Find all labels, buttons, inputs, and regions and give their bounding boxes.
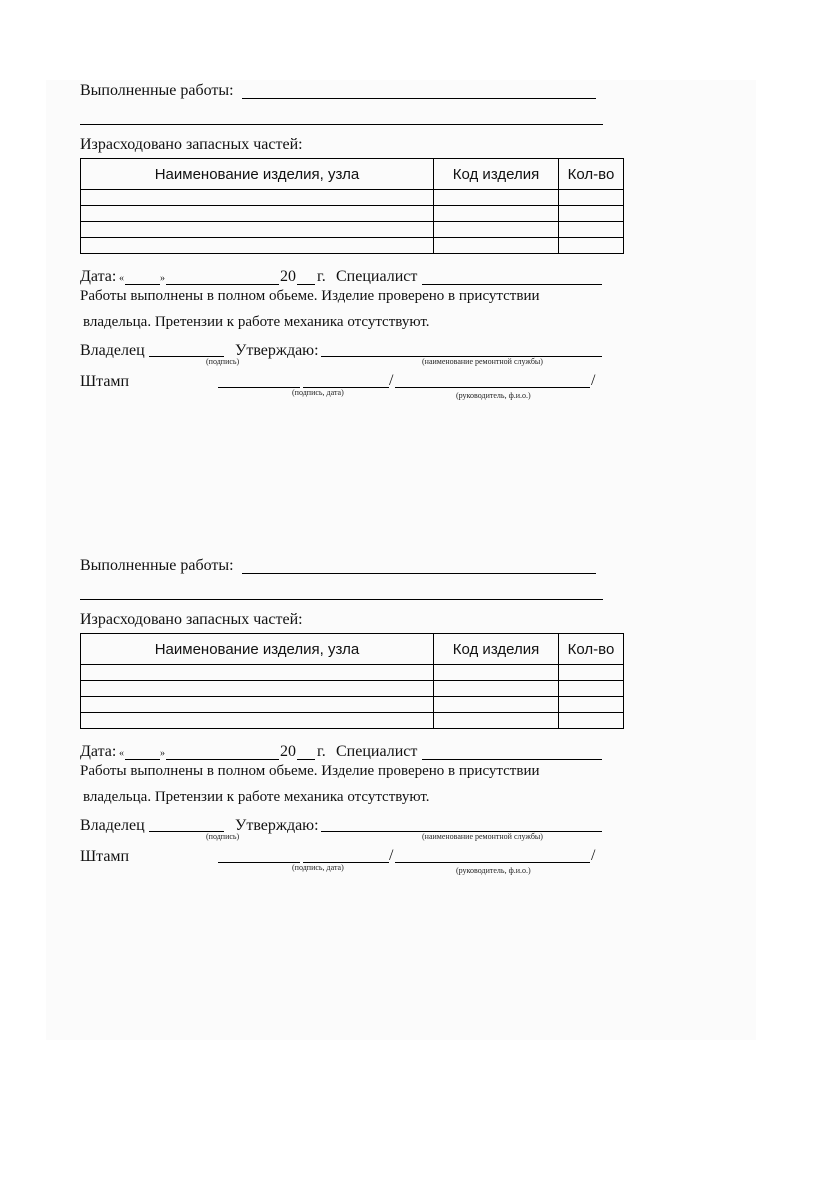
table-row (81, 713, 624, 729)
table-cell[interactable] (559, 190, 624, 206)
statement-line-1: Работы выполнены в полном обьеме. Изделие проверено в присутствии (80, 763, 540, 779)
slash-separator: / (389, 847, 394, 864)
specialist-label: Специалист (336, 268, 418, 285)
table-cell[interactable] (81, 713, 434, 729)
works-input-line-2[interactable] (80, 124, 603, 125)
date-day-line[interactable] (125, 284, 160, 285)
column-header-item-code: Код изделия (434, 159, 559, 190)
sign-date-hint: (подпись, дата) (292, 863, 344, 872)
owner-signature-hint: (подпись) (206, 357, 240, 366)
table-row (81, 238, 624, 254)
stamp-signature-line[interactable] (218, 862, 300, 863)
table-cell[interactable] (81, 681, 434, 697)
stamp-label: Штамп (80, 373, 130, 390)
date-month-line[interactable] (166, 759, 279, 760)
slash-separator: / (389, 372, 394, 389)
specialist-line[interactable] (422, 284, 602, 285)
statement-line-2: владельца. Претензии к работе механика отсутствуют. (83, 314, 430, 330)
parts-table (80, 633, 624, 729)
column-header-item-code: Код изделия (434, 634, 559, 665)
slash-separator: / (591, 847, 596, 864)
table-cell[interactable] (81, 190, 434, 206)
table-cell[interactable] (434, 665, 559, 681)
date-month-line[interactable] (166, 284, 279, 285)
works-input-line-1[interactable] (242, 98, 596, 99)
head-name-hint: (руководитель, ф.и.о.) (456, 866, 531, 875)
stamp-label: Штамп (80, 848, 130, 865)
year-prefix: 20 (280, 743, 296, 760)
works-label: Выполненные работы: (80, 82, 234, 99)
table-cell[interactable] (559, 713, 624, 729)
table-cell[interactable] (81, 665, 434, 681)
table-cell[interactable] (559, 238, 624, 254)
table-cell[interactable] (81, 238, 434, 254)
date-close-quote: » (160, 273, 165, 284)
works-label: Выполненные работы: (80, 557, 234, 574)
table-cell[interactable] (81, 206, 434, 222)
date-day-line[interactable] (125, 759, 160, 760)
table-cell[interactable] (434, 681, 559, 697)
table-row (81, 681, 624, 697)
year-suffix: г. (317, 268, 326, 285)
work-report-form (80, 0, 640, 400)
owner-signature-hint: (подпись) (206, 832, 240, 841)
table-cell[interactable] (559, 697, 624, 713)
column-header-quantity: Кол-во (559, 159, 624, 190)
spent-parts-label: Израсходовано запасных частей: (80, 136, 303, 153)
table-row (81, 665, 624, 681)
sign-date-hint: (подпись, дата) (292, 388, 344, 397)
table-cell[interactable] (434, 206, 559, 222)
table-cell[interactable] (559, 206, 624, 222)
service-name-hint: (наименование ремонтной службы) (422, 357, 543, 366)
specialist-line[interactable] (422, 759, 602, 760)
table-cell[interactable] (559, 681, 624, 697)
statement-line-2: владельца. Претензии к работе механика отсутствуют. (83, 789, 430, 805)
year-suffix: г. (317, 743, 326, 760)
table-cell[interactable] (81, 697, 434, 713)
year-prefix: 20 (280, 268, 296, 285)
date-year-line[interactable] (297, 759, 315, 760)
column-header-quantity: Кол-во (559, 634, 624, 665)
table-cell[interactable] (434, 222, 559, 238)
date-label: Дата: (80, 743, 117, 760)
table-cell[interactable] (434, 713, 559, 729)
approve-label: Утверждаю: (235, 817, 319, 834)
spent-parts-label: Израсходовано запасных частей: (80, 611, 303, 628)
stamp-signature-line[interactable] (218, 387, 300, 388)
parts-table (80, 158, 624, 254)
statement-line-1: Работы выполнены в полном обьеме. Изделие проверено в присутствии (80, 288, 540, 304)
table-cell[interactable] (81, 222, 434, 238)
date-year-line[interactable] (297, 284, 315, 285)
specialist-label: Специалист (336, 743, 418, 760)
table-cell[interactable] (559, 665, 624, 681)
work-report-form (80, 475, 640, 875)
slash-separator: / (591, 372, 596, 389)
table-row (81, 206, 624, 222)
column-header-item-name: Наименование изделия, узла (81, 159, 434, 190)
owner-label: Владелец (80, 342, 145, 359)
table-cell[interactable] (434, 238, 559, 254)
table-row (81, 222, 624, 238)
table-row (81, 697, 624, 713)
table-row (81, 190, 624, 206)
table-cell[interactable] (434, 190, 559, 206)
works-input-line-1[interactable] (242, 573, 596, 574)
table-cell[interactable] (559, 222, 624, 238)
date-label: Дата: (80, 268, 117, 285)
parts-table-header-row (81, 634, 624, 665)
table-cell[interactable] (434, 697, 559, 713)
date-open-quote: « (119, 273, 124, 284)
parts-table-header-row (81, 159, 624, 190)
approve-label: Утверждаю: (235, 342, 319, 359)
date-open-quote: « (119, 748, 124, 759)
head-name-hint: (руководитель, ф.и.о.) (456, 391, 531, 400)
service-name-hint: (наименование ремонтной службы) (422, 832, 543, 841)
head-name-line[interactable] (395, 387, 590, 388)
works-input-line-2[interactable] (80, 599, 603, 600)
column-header-item-name: Наименование изделия, узла (81, 634, 434, 665)
owner-label: Владелец (80, 817, 145, 834)
date-close-quote: » (160, 748, 165, 759)
head-name-line[interactable] (395, 862, 590, 863)
